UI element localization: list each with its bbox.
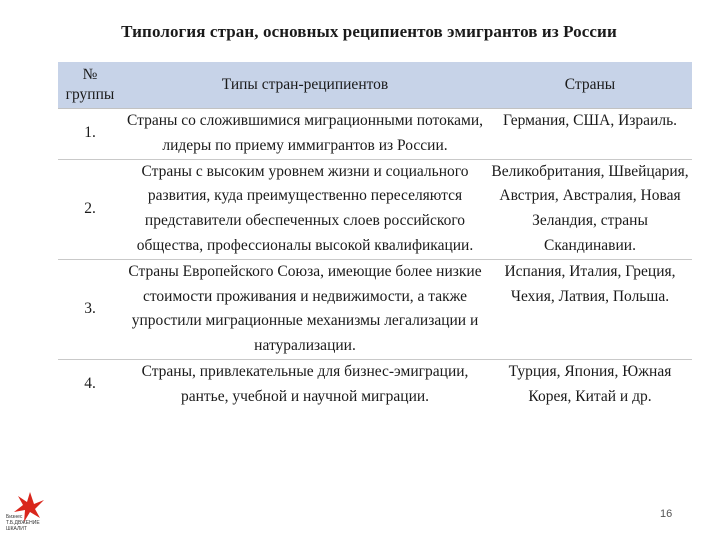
header-recipient-types: Типы стран-реципиентов [122, 62, 488, 109]
table-row [58, 359, 692, 409]
country-list: Великобритания, Швейцария, Австрия, Австралия, Новая Зеландия, страны Скандинавии. [488, 159, 692, 259]
group-number: 3. [58, 259, 122, 359]
recipient-type: Страны с высоким уровнем жизни и социального развития, куда преимущественно переселяются представители обеспеченных слоев российского общества, профессионалы высокой квалификации. [122, 159, 488, 259]
recipient-type: Страны со сложившимися миграционными потоками, лидеры по приему иммигрантов из России. [122, 109, 488, 160]
group-number: 1. [58, 109, 122, 160]
logo-caption: Бизнес Т.Б.ДВЖЕНИЕ ШКАЛИТ [6, 514, 40, 532]
table-header-row [58, 62, 692, 109]
header-group-number: № группы [58, 62, 122, 109]
table-row [58, 159, 692, 259]
group-number: 2. [58, 159, 122, 259]
country-list: Германия, США, Израиль. [488, 109, 692, 160]
page-title: Типология стран, основных реципиентов эмигрантов из России [121, 22, 617, 41]
country-list: Испания, Италия, Греция, Чехия, Латвия, Польша. [488, 259, 692, 359]
table-row [58, 109, 692, 160]
recipient-type: Страны Европейского Союза, имеющие более низкие стоимости проживания и недвижимости, а также упростили миграционные механизмы легализации и натурализации. [122, 259, 488, 359]
typology-table [58, 62, 692, 410]
header-countries: Страны [488, 62, 692, 109]
table-row [58, 259, 692, 359]
recipient-type: Страны, привлекательные для бизнес-эмиграции, рантье, учебной и научной миграции. [141, 362, 469, 405]
country-list: Турция, Япония, Южная Корея, Китай и др. [508, 362, 672, 405]
group-number: 4. [84, 375, 96, 393]
page-number: 16 [660, 508, 673, 520]
